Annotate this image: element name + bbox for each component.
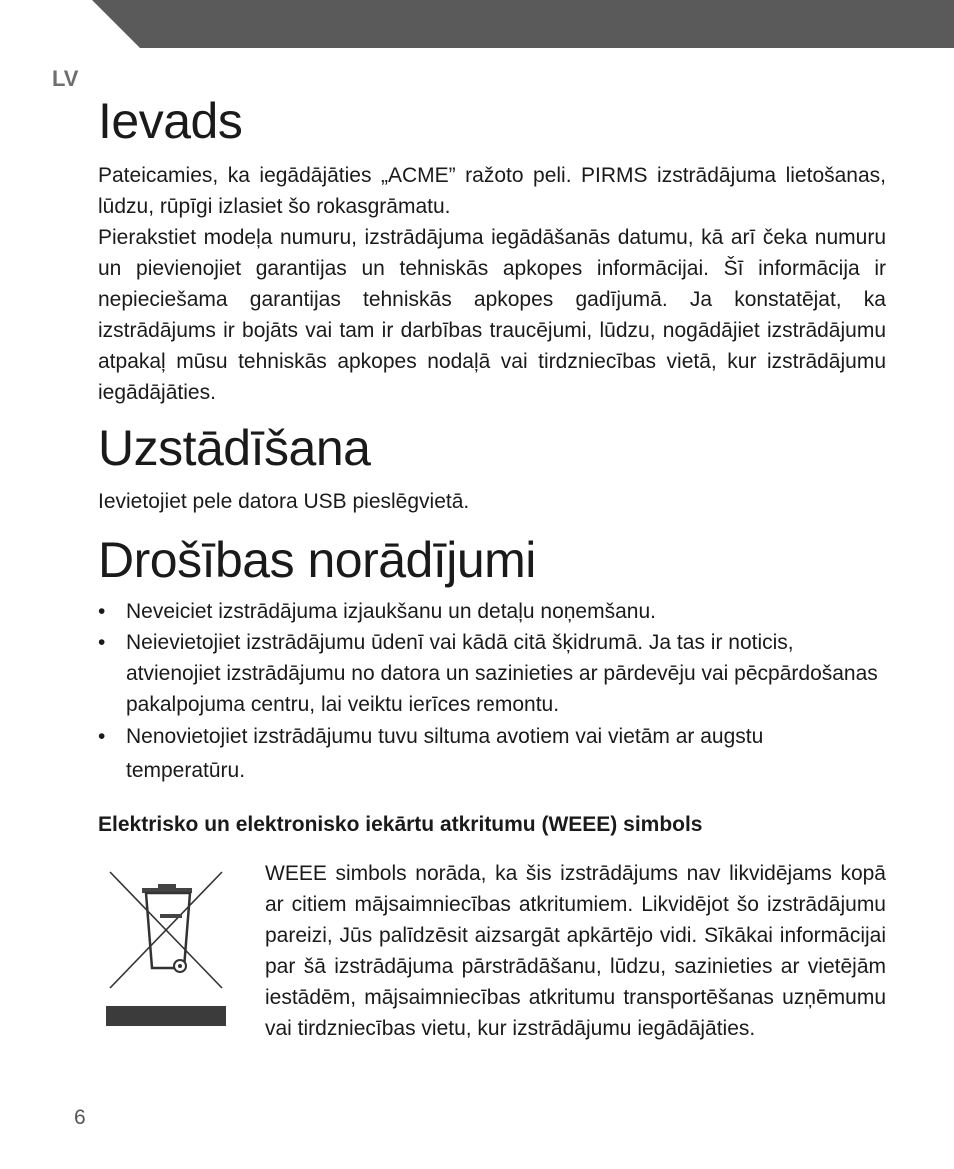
bullet: • — [98, 600, 106, 623]
top-decorative-bar — [0, 0, 954, 48]
safety-heading: Drošības norādījumi — [98, 532, 536, 588]
safety-item-text: Neievietojiet izstrādājumu ūdenī vai kādā citā šķidrumā. Ja tas ir noticis, atvienojiet izstrādājumu no datora un sazinieties ar pārdevēju vai pēcpārdošanas pakalpojuma centru, lai veiktu ierīces remontu. — [126, 631, 878, 716]
safety-item-text: Nenovietojiet izstrādājumu tuvu siltuma avotiem vai vietām ar augstu temperatūru. — [126, 725, 764, 782]
safety-item — [98, 627, 886, 720]
language-code: LV — [52, 66, 79, 91]
safety-item-text: Neveiciet izstrādājuma izjaukšanu un detaļu noņemšanu. — [126, 600, 656, 623]
intro-paragraph-1: Pateicamies, ka iegādājāties „ACME” ražoto peli. PIRMS izstrādājuma lietošanas, lūdzu, rūpīgi izlasiet šo rokasgrāmatu. — [98, 164, 886, 218]
weee-heading: Elektrisko un elektronisko iekārtu atkritumu (WEEE) simbols — [98, 813, 703, 836]
page-number: 6 — [74, 1106, 86, 1129]
safety-list — [98, 596, 886, 788]
weee-text: WEEE simbols norāda, ka šis izstrādājums nav likvidējams kopā ar citiem mājsaimniecības atkritumiem. Likvidējot šo izstrādājumu pareizi, Jūs palīdzēsit aizsargāt apkārtējo vidi. Sīkākai informācijai par šā izstrādājuma pārstrādāšanu, lūdzu, sazinieties ar vietējām iestādēm, mājsaimniecības atkritumu transportēšanas uzņēmumu vai tirdzniecības vietu, kur izstrādājumu iegādājāties. — [265, 862, 886, 1040]
installation-heading: Uzstādīšana — [98, 420, 371, 476]
intro-heading: Ievads — [98, 93, 243, 149]
bullet: • — [98, 631, 106, 654]
safety-item — [98, 596, 886, 627]
safety-item — [98, 720, 886, 788]
installation-text: Ievietojiet pele datora USB pieslēgvietā. — [98, 490, 470, 513]
intro-paragraph-2: Pierakstiet modeļa numuru, izstrādājuma iegādāšanās datumu, kā arī čeka numuru un pievienojiet garantijas un tehniskās apkopes informācijai. Šī informācija ir nepieciešama garantijas tehniskās apkopes gadījumā. Ja konstatējat, ka izstrādājums ir bojāts vai tam ir darbības traucējumi, lūdzu, nogādājiet izstrādājumu atpakaļ mūsu tehniskās apkopes nodaļā vai tirdzniecības vietā, kur izstrādājumu iegādājāties. — [98, 226, 886, 404]
crossed-out-wheelie-bin-icon — [106, 868, 230, 1028]
bullet: • — [98, 725, 106, 748]
